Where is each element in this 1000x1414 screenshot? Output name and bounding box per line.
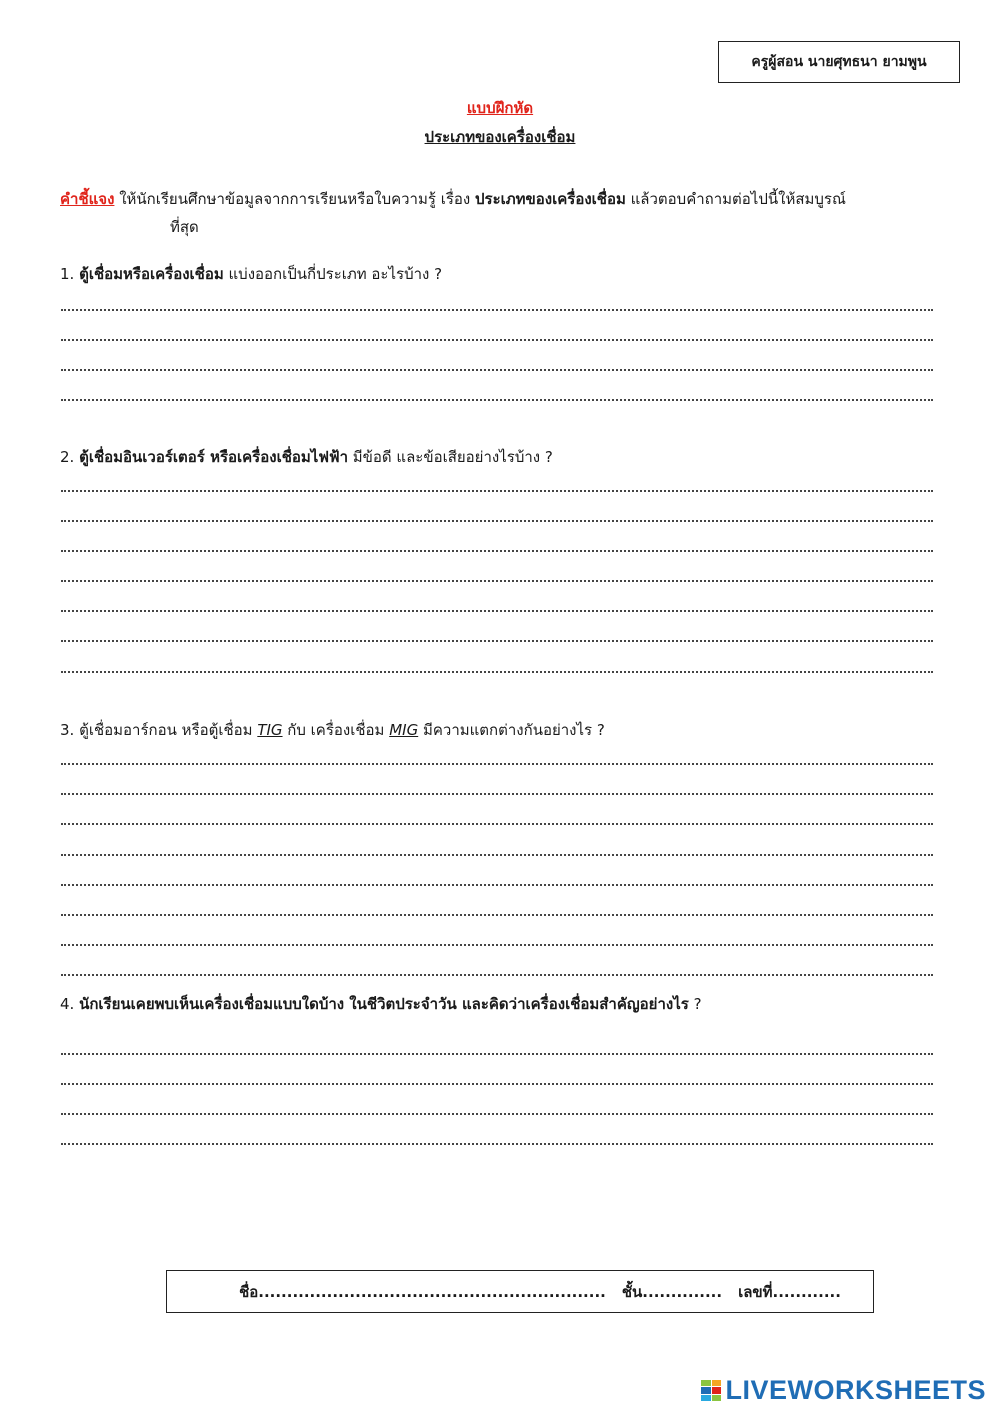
worksheet-title: แบบฝึกหัด (466, 99, 534, 117)
answer-line[interactable] (61, 339, 933, 341)
instruction-paragraph (60, 185, 940, 241)
answer-line[interactable] (61, 610, 933, 612)
answer-line[interactable] (61, 520, 933, 522)
question-number: 1. (60, 265, 80, 283)
question-2 (60, 445, 940, 469)
question-4 (60, 992, 940, 1016)
question-bold-text: ตู้เชื่อมอินเวอร์เตอร์ หรือเครื่องเชื่อมไฟฟ้า (79, 448, 348, 466)
instruction-label: คำชี้แจง (60, 190, 115, 208)
answer-line[interactable] (61, 1143, 933, 1145)
student-number-field[interactable]: เลขที่............ (738, 1282, 841, 1301)
question-text: ตู้เชื่อมอาร์กอน หรือตู้เชื่อม (79, 721, 258, 739)
answer-line[interactable] (61, 640, 933, 642)
answer-line[interactable] (61, 854, 933, 856)
answer-line[interactable] (61, 1053, 933, 1055)
instruction-topic: ประเภทของเครื่องเชื่อม (474, 190, 626, 208)
answer-line[interactable] (61, 974, 933, 976)
answer-line[interactable] (61, 309, 933, 311)
answer-line[interactable] (61, 1083, 933, 1085)
logo-text: LIVEWORKSHEETS (725, 1375, 986, 1405)
student-name-field[interactable]: ชื่อ............................................................. (239, 1282, 606, 1301)
answer-line[interactable] (61, 550, 933, 552)
question-text: มีข้อดี และข้อเสียอย่างไรบ้าง ? (348, 448, 553, 466)
question-text: มีความแตกต่างกันอย่างไร ? (418, 721, 605, 739)
answer-line[interactable] (61, 823, 933, 825)
question-3 (60, 718, 940, 742)
student-class-field[interactable]: ชั้น.............. (621, 1282, 723, 1301)
answer-line[interactable] (61, 490, 933, 492)
answer-line[interactable] (61, 944, 933, 946)
answer-line[interactable] (61, 884, 933, 886)
answer-line[interactable] (61, 580, 933, 582)
mig-term: MIG (389, 721, 419, 739)
answer-line[interactable] (61, 671, 933, 673)
answer-line[interactable] (61, 369, 933, 371)
question-number: 2. (60, 448, 80, 466)
answer-line[interactable] (61, 1113, 933, 1115)
answer-line[interactable] (61, 914, 933, 916)
teacher-name: ครูผู้สอน นายศุทธนา ยามพูน (751, 54, 927, 70)
instruction-text-3: ที่สุด (170, 218, 199, 236)
question-bold-text: นักเรียนเคยพบเห็นเครื่องเชื่อมแบบใดบ้าง ในชีวิตประจำวัน และคิดว่าเครื่องเชื่อมสำคัญอย่างไร (79, 995, 689, 1013)
question-number: 3. (60, 721, 80, 739)
answer-line[interactable] (61, 399, 933, 401)
worksheet-subtitle: ประเภทของเครื่องเชื่อม (424, 128, 576, 146)
instruction-text-1: ให้นักเรียนศึกษาข้อมูลจากการเรียนหรือใบความรู้ เรื่อง (114, 190, 475, 208)
liveworksheets-logo-icon (701, 1380, 721, 1402)
tig-term: TIG (257, 721, 283, 739)
teacher-label (718, 41, 960, 83)
answer-line[interactable] (61, 793, 933, 795)
question-text: แบ่งออกเป็นกี่ประเภท อะไรบ้าง ? (223, 265, 443, 283)
question-number: 4. (60, 995, 80, 1013)
question-1 (60, 262, 940, 286)
question-text: ? (688, 995, 702, 1013)
question-text: กับ เครื่องเชื่อม (282, 721, 390, 739)
question-bold-text: ตู้เชื่อมหรือเครื่องเชื่อม (79, 265, 224, 283)
student-info-box (166, 1270, 874, 1313)
answer-line[interactable] (61, 763, 933, 765)
instruction-text-2: แล้วตอบคำถามต่อไปนี้ให้สมบูรณ์ (625, 190, 846, 208)
liveworksheets-logo (701, 1375, 986, 1406)
